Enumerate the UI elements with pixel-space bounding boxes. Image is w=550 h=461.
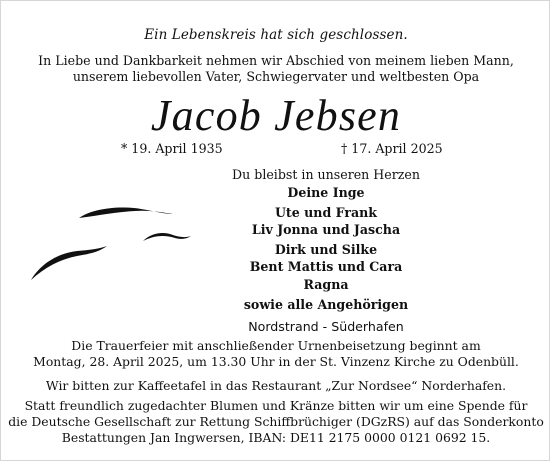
death-date: † 17. April 2025 (341, 141, 443, 156)
deceased-name: Jacob Jebsen (150, 91, 402, 140)
funeral-line: Montag, 28. April 2025, um 13.30 Uhr in der St. Vinzenz Kirche zu Odenbüll. (33, 354, 519, 369)
family-line: sowie alle Angehörigen (243, 296, 409, 312)
donation-line: die Deutsche Gesellschaft zur Rettung Schiffbrüchiger (DGzRS) auf das Sonderkonto (8, 414, 544, 429)
family-line: Liv Jonna und Jascha (251, 222, 401, 238)
donation-info (1, 398, 550, 446)
donation-line: Statt freundlich zugedachter Blumen und Kränze bitten wir um eine Spende für (24, 398, 528, 413)
tagline: Ein Lebenskreis hat sich geschlossen. (144, 27, 408, 43)
donation-line: Bestattungen Jan Ingwersen, IBAN: DE11 2175 0000 0121 0692 15. (61, 430, 491, 445)
seagull-2 (143, 233, 191, 241)
seagull-3 (31, 246, 107, 280)
family-intro: Du bleibst in unseren Herzen (232, 167, 420, 182)
family-line: Deine Inge (287, 185, 365, 200)
birth-date: * 19. April 1935 (121, 141, 223, 156)
family-line: Dirk und Silke (274, 241, 378, 257)
intro-line: In Liebe und Dankbarkeit nehmen wir Abschied von meinem lieben Mann, (38, 53, 514, 68)
family-line: Bent Mattis und Cara (249, 259, 403, 275)
intro-text (1, 53, 550, 85)
coffee-info: Wir bitten zur Kaffeetafel in das Restaurant „Zur Nordsee“ Norderhafen. (45, 378, 507, 393)
family-line: Ragna (303, 276, 349, 292)
family-list (231, 184, 421, 313)
funeral-line: Die Trauerfeier mit anschließender Urnenbeisetzung beginnt am (71, 338, 481, 353)
intro-line: unserem liebevollen Vater, Schwiegervater und weltbesten Opa (72, 69, 480, 84)
place: Nordstrand - Süderhafen (248, 319, 404, 334)
seagull-1 (79, 207, 173, 218)
family-line: Ute und Frank (274, 204, 378, 220)
funeral-info (1, 338, 550, 370)
seagulls-icon (29, 197, 215, 293)
